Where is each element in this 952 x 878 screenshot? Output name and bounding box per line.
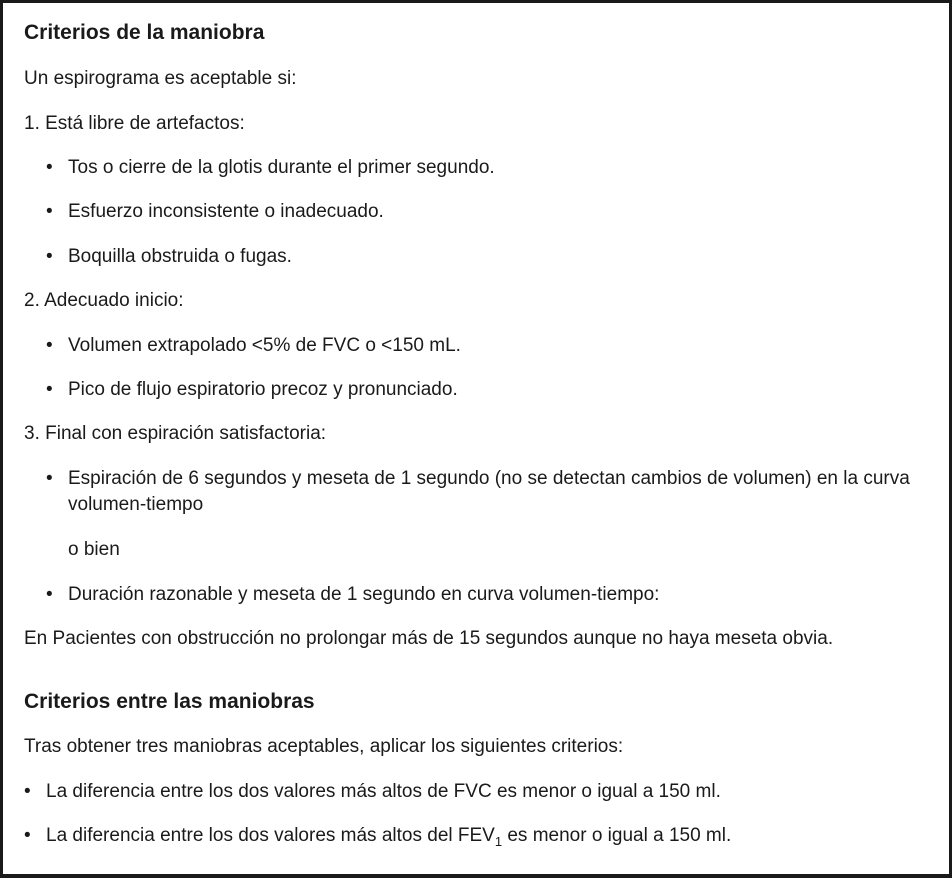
connector-text: o bien <box>68 539 120 560</box>
bullet-icon: • <box>46 201 53 222</box>
bullet-icon: • <box>46 157 53 178</box>
note-text: En Pacientes con obstrucción no prolongar más de 15 segundos aunque no haya meseta obvia. <box>24 628 834 649</box>
list-item: Tos o cierre de la glotis durante el primer segundo. <box>68 157 495 178</box>
bullet-icon: • <box>24 781 31 802</box>
section-intro: Un espirograma es aceptable si: <box>24 68 297 89</box>
bullet-icon: • <box>46 379 53 400</box>
list-item: Pico de flujo espiratorio precoz y pronunciado. <box>68 379 458 400</box>
list-item: Espiración de 6 segundos y meseta de 1 segundo (no se detectan cambios de volumen) en la curva volumen-tiempo <box>68 468 910 515</box>
bullet-icon: • <box>46 335 53 356</box>
bullet-icon: • <box>46 246 53 267</box>
list-item: Boquilla obstruida o fugas. <box>68 246 292 267</box>
section-title-maniobras: Criterios entre las maniobras <box>24 690 315 713</box>
criterion-2-label: 2. Adecuado inicio: <box>24 290 184 311</box>
bullet-icon: • <box>24 825 31 846</box>
list-item: Volumen extrapolado <5% de FVC o <150 mL. <box>68 335 461 356</box>
section-intro: Tras obtener tres maniobras aceptables, aplicar los siguientes criterios: <box>24 736 624 757</box>
list-item: Duración razonable y meseta de 1 segundo en curva volumen-tiempo: <box>68 584 660 605</box>
list-item <box>46 823 731 849</box>
subscript: 1 <box>494 834 503 849</box>
list-item-text: La diferencia entre los dos valores más altos del FEV <box>46 825 495 846</box>
section-title-maniobra: Criterios de la maniobra <box>24 21 265 44</box>
bullet-icon: • <box>46 584 53 605</box>
bullet-icon: • <box>46 468 53 489</box>
list-item: Esfuerzo inconsistente o inadecuado. <box>68 201 384 222</box>
criterion-3-label: 3. Final con espiración satisfactoria: <box>24 423 327 444</box>
list-item-text: es menor o igual a 150 ml. <box>502 825 732 846</box>
list-item: La diferencia entre los dos valores más altos de FVC es menor o igual a 150 ml. <box>46 781 721 802</box>
criterion-1-label: 1. Está libre de artefactos: <box>24 113 245 134</box>
